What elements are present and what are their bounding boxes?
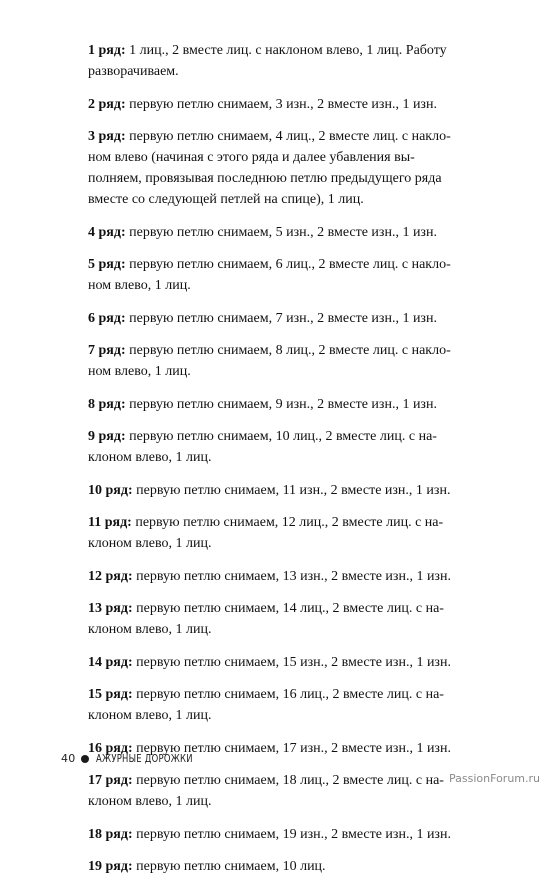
row-text: клоном влево, 1 лиц. <box>88 708 212 723</box>
instruction-line <box>88 705 466 726</box>
row-label: 6 ряд: <box>88 310 126 326</box>
instruction-row <box>88 40 466 82</box>
instruction-row <box>88 856 466 877</box>
instruction-row <box>88 652 466 673</box>
instruction-line <box>88 189 466 210</box>
instruction-line <box>88 512 466 533</box>
instruction-line <box>88 340 466 361</box>
row-text: первую петлю снимаем, 6 лиц., 2 вместе лиц. с накло- <box>125 257 451 272</box>
row-text: ном влево, 1 лиц. <box>88 364 191 379</box>
row-text: первую петлю снимаем, 14 лиц., 2 вместе лиц. с на- <box>132 601 444 616</box>
instruction-line <box>88 598 466 619</box>
row-label: 18 ряд: <box>88 826 133 842</box>
row-text: разворачиваем. <box>88 64 179 79</box>
row-label: 19 ряд: <box>88 859 133 874</box>
instruction-line <box>88 40 466 61</box>
instruction-line <box>88 652 466 673</box>
instruction-line <box>88 566 466 587</box>
row-label: 2 ряд: <box>88 96 126 112</box>
instruction-line <box>88 147 466 168</box>
instruction-row <box>88 254 466 296</box>
instruction-line <box>88 222 466 243</box>
row-label: 14 ряд: <box>88 654 133 670</box>
chapter-title: АЖУРНЫЕ ДОРОЖКИ <box>95 752 193 765</box>
row-text: клоном влево, 1 лиц. <box>88 536 212 551</box>
instruction-line <box>88 684 466 705</box>
row-text: клоном влево, 1 лиц. <box>88 794 212 809</box>
row-label: 5 ряд: <box>88 257 126 272</box>
row-text: первую петлю снимаем, 12 лиц., 2 вместе лиц. с на- <box>131 515 444 530</box>
row-text: первую петлю снимаем, 13 изн., 2 вместе изн., 1 изн. <box>132 568 451 584</box>
instruction-line <box>88 168 466 189</box>
row-text: клоном влево, 1 лиц. <box>88 622 212 637</box>
instruction-row <box>88 222 466 243</box>
row-text: первую петлю снимаем, 15 изн., 2 вместе изн., 1 изн. <box>132 654 451 670</box>
row-text: первую петлю снимаем, 10 лиц., 2 вместе лиц. с на- <box>125 429 437 444</box>
instruction-line <box>88 770 466 791</box>
instruction-row <box>88 480 466 501</box>
instruction-line <box>88 94 466 115</box>
row-label: 3 ряд: <box>88 129 126 144</box>
instruction-line <box>88 791 466 812</box>
row-text: вместе со следующей петлей на спице), 1 лиц. <box>88 192 364 207</box>
row-label: 1 ряд: <box>88 43 126 58</box>
instruction-line <box>88 426 466 447</box>
row-label: 17 ряд: <box>88 773 133 788</box>
row-label: 11 ряд: <box>88 515 132 530</box>
instruction-line <box>88 61 466 82</box>
bullet-dot-icon <box>81 755 89 763</box>
row-label: 10 ряд: <box>88 482 133 498</box>
instruction-line <box>88 275 466 296</box>
instruction-row <box>88 684 466 726</box>
row-text: ном влево, 1 лиц. <box>88 278 191 293</box>
row-text: первую петлю снимаем, 10 лиц. <box>132 859 326 874</box>
row-text: 1 лиц., 2 вместе лиц. с наклоном влево, 1 лиц. Работу <box>125 43 447 58</box>
instruction-line <box>88 856 466 877</box>
instruction-row <box>88 94 466 115</box>
row-text: первую петлю снимаем, 18 лиц., 2 вместе лиц. с на- <box>132 773 444 788</box>
instruction-row <box>88 512 466 554</box>
instruction-row <box>88 598 466 640</box>
instruction-row <box>88 426 466 468</box>
instruction-row <box>88 308 466 329</box>
instruction-line <box>88 394 466 415</box>
row-label: 4 ряд: <box>88 224 126 240</box>
instruction-row <box>88 824 466 845</box>
instruction-row <box>88 340 466 382</box>
watermark: PassionForum.ru <box>449 772 540 785</box>
instruction-row <box>88 394 466 415</box>
instruction-line <box>88 254 466 275</box>
row-text: первую петлю снимаем, 5 изн., 2 вместе изн., 1 изн. <box>125 224 437 240</box>
page-footer <box>61 752 209 765</box>
row-label: 15 ряд: <box>88 687 133 702</box>
instruction-row <box>88 126 466 210</box>
row-label: 9 ряд: <box>88 429 126 444</box>
instruction-line <box>88 824 466 845</box>
instruction-line <box>88 619 466 640</box>
instruction-line <box>88 308 466 329</box>
row-text: клоном влево, 1 лиц. <box>88 450 212 465</box>
row-text: первую петлю снимаем, 8 лиц., 2 вместе лиц. с накло- <box>125 343 451 358</box>
row-text: ном влево (начиная с этого ряда и далее убавления вы- <box>88 150 415 165</box>
row-label: 16 ряд: <box>88 740 133 756</box>
row-label: 13 ряд: <box>88 601 133 616</box>
row-label: 8 ряд: <box>88 396 126 412</box>
row-text: первую петлю снимаем, 4 лиц., 2 вместе лиц. с накло- <box>125 129 451 144</box>
instruction-line <box>88 126 466 147</box>
instruction-line <box>88 447 466 468</box>
row-text: полняем, провязывая последнюю петлю предыдущего ряда <box>88 171 442 186</box>
row-text: первую петлю снимаем, 9 изн., 2 вместе изн., 1 изн. <box>125 396 437 412</box>
row-text: первую петлю снимаем, 3 изн., 2 вместе изн., 1 изн. <box>125 96 437 112</box>
row-text: первую петлю снимаем, 11 изн., 2 вместе изн., 1 изн. <box>132 482 451 498</box>
instruction-line <box>88 533 466 554</box>
row-text: первую петлю снимаем, 17 изн., 2 вместе изн., 1 изн. <box>132 740 451 756</box>
page-number: 40 <box>61 752 76 765</box>
row-text: первую петлю снимаем, 16 лиц., 2 вместе лиц. с на- <box>132 687 444 702</box>
instruction-line <box>88 361 466 382</box>
instruction-row <box>88 566 466 587</box>
instruction-row <box>88 770 466 812</box>
instruction-line <box>88 480 466 501</box>
row-text: первую петлю снимаем, 7 изн., 2 вместе изн., 1 изн. <box>125 310 437 326</box>
row-label: 12 ряд: <box>88 568 133 584</box>
row-text: первую петлю снимаем, 19 изн., 2 вместе изн., 1 изн. <box>132 826 451 842</box>
row-label: 7 ряд: <box>88 343 126 358</box>
